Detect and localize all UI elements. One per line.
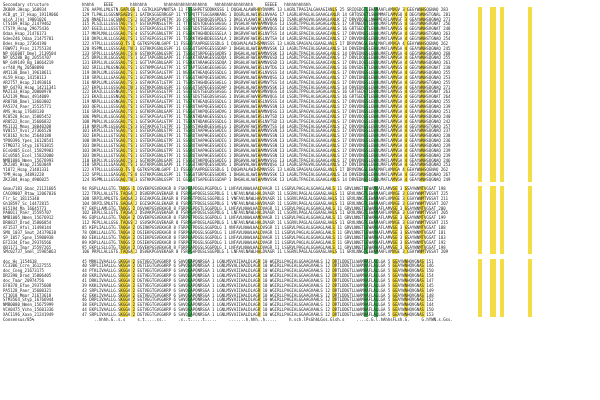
sequence-name: VV0157_Vvul_27366528 bbox=[3, 128, 52, 134]
sequence-name: OB1171_Tmar_15597265 bbox=[3, 244, 52, 250]
sequence-name: CAC09007_Rtaw_12067036 bbox=[3, 191, 56, 197]
sequence-residues: 89 KDPLLALLGTG.TAQGS 2 DSIEKPGSVEKAGR 8 FSRPGTPDGSLSGGPDLG 1 LNFAVLNAWLHALDVAGR 11 LSGRVLPAGLALGGAAGLAHLS 11 GRVLNNGTLEWAMAAFLAMVGE 3 GSAYWNMTVGSAT 192 bbox=[82, 239, 446, 245]
sequence-residues: 107 EGEILLLLGSSTAQ.TS 1 GSTEKPGSSLGTPF 11 SSSTGDSTSEGDSSASGG 1 DVGHLAFAWVHSMNVQGS 14 LSGRLTPPGLALGAGAGLANLS 16 GRTSEDGTLEWALMAFLAMVGS 4 GEGYWNHSVGNAT 248 bbox=[82, 26, 451, 32]
sequence-residues: 39 KKKLIVAALLG.SKGGA 2 EGTVEGTGVGGKRP 6 SAVQGAPQNRSGA 1 LGNLMSVAIIHALDLAGR 10 WGIRLLPAGIALGGAAGVAHLS 12 DRTLDDGTLLWAMAAFLALLGA 5 GEAYWNHQVGNAS 145 bbox=[82, 282, 434, 288]
sequence-name: RC0528_Rcon_15805452 bbox=[3, 113, 52, 119]
sequence-residues: 119 DKPLLMLLGSGGAQ.TS 1 GSTSKPGSALGTPF 11 NSSSKTHEAQGESSSDLG 1 DRGHVAFAWIHSLNVSSS 14 LAGRLTPAGIALGGAAGIANLS 17 DRVVDNGSLEWALMAFLAMVGA 4 GEGYWNHSQGNAQ 255 bbox=[82, 70, 451, 76]
sequence-name: PA0011_Paer_15595707 bbox=[3, 210, 52, 216]
sequence-residues: 103 DKPLLLLLGTSGAQ.TS 1 GSTEKPGSNLGTPF 11 SSSRQTAAPHGESSADIG 1 DRGHVALAWIHAMNVSSN 13 LAGRLTPAGIALGGAAGLANLS 17 DRVVDNGSLEWALMAFLAMVGA 4 GEAYWNHSQGNAQ 239 bbox=[82, 142, 451, 148]
sequence-residues: 102 EKPLLLLLGTSGAQ.TS 1 GSTEKPGSNLGTPF 11 TSSRQTAAPHGESSADIG 1 DRGHVALAWIHAMNVSSN 13 LAGRLTPAGIALGGAAGLANLS 17 DRVVDNGSLEWALMAFLAMVGA 4 GEAYWNHSQGNAQ 238 bbox=[82, 133, 451, 139]
sequence-residues: 97 EKPLLAMLGTG.TAQGS 2 DSVAKPGSVEKAGR 8 FSRPGSPDGTLSGGPDLG 1 LNFAVLNAWLHAIDVAGR 11 LSGRVLPAGLALGGAAGLAHLS 11 GRVLNNGTLEWAMAAFLAMVGE 3 GSAYWNMTVGSAT 200 bbox=[82, 205, 446, 211]
sequence-name: doc_Cneg_21673175 bbox=[3, 268, 44, 274]
sequence-name: VCA0475_Vcho_15601336 bbox=[3, 307, 54, 313]
sequence-name: SMU_1037_Smut_24379638 bbox=[3, 229, 56, 235]
sequence-residues: 46 DRPLIVAALLG.SKGGA 2 EGTVEGTGVGGKRP 6 SAVQGAPQNRSGA 1 LGNLMSVAIIHALDLAGR 10 WGIRLLPAGIALGGAAGVAHLS 12 DRTLDDGTLLWAMAAFLALLGA 5 GEAYWNHQVGNAS 152 bbox=[82, 297, 434, 303]
sequence-name: Gmau7183_Gbac_21121605 bbox=[3, 186, 56, 192]
sequence-residues: 122 EKAILLLLGSNGAQ.TS 1 GSTEKPGSSLGTPF 11 SSSTGDSTSEGDSSASGG 1 DVGHLAFAWVHSMNVQGS 14 LSGRLTPPGLALGAGAGLANLS 16 GRTSEDGTLEWALMAFLAMVGS 4 GEGYWNHSVGNAT 263 bbox=[82, 89, 451, 95]
sequence-name: PA5128_Paer_15600321 bbox=[3, 287, 52, 293]
sequence-name: AMS_Hsap_17648130 bbox=[3, 108, 44, 114]
sequence-name: CTS169_Hsap_21479462 bbox=[3, 21, 52, 27]
sequence-name: NP_05288_Bg_20554707 bbox=[3, 55, 52, 61]
sequence-name: Gdee246_Odaa_21475701 bbox=[3, 36, 54, 42]
sequence-residues: 44 PTKLIVAALLG.SKGGA 2 EGTVEGTGVGGKRP 6 SAVQGAPQNRSGA 1 LGNLMSVAIIHALDLAGR 10 WGIRLLPAGIALGGAAGVAHLS 12 DRTLDDGTLLWAMAAFLALLGA 5 GEAYWNHQVGNAS 150 bbox=[82, 268, 434, 274]
sequence-residues: 103 DKPLLLLLGTSGAQ.TS 1 GSTEKPGSNLGTPF 11 SSSRQTAAPHGESSADIG 1 DRGHVALAWIHAMNVSSN 13 LAGRLTPAGIALGGAAGLANLS 17 DRVVDNGSLEWALMAFLAMVGA 4 GEAYWNHSQGNAQ 239 bbox=[82, 147, 451, 153]
sequence-name: CT1018_Mmar_21673618 bbox=[3, 292, 52, 298]
sequence-name: SP_1057_Spne_15900938 bbox=[3, 234, 54, 240]
sequence-name: AL59_Hsap_14150113 bbox=[3, 74, 47, 80]
sequence-residues: 42 EKKLIVAALLG.SKGGA 2 EGTVEGTGVGGKRP 6 SAVQGAPQNRSGA 1 LGNLMSVAIIHALDLAGR 10 WGIRLLPAGIALGGAAGVAHLS 12 DRTLDDGTLLWAMAAFLALLGA 5 GEAYWNHQVGNAS 148 bbox=[82, 292, 434, 298]
sequence-residues: 101 EKPLLLLLGTSGAQ.TS 1 GSTEKPGSNLGTPF 11 TSSRQTAAPHGESSADIG 1 DRGHVALAWIHAMNVSSN 13 LAGRLTPAGIALGGAAGLANLS 17 DRVVDNGSLEWALMAFLAMVGA 4 GEAYWNHSQGNAQ 237 bbox=[82, 128, 451, 134]
sequence-name: YPO0396_Ypes_16120541 bbox=[3, 138, 54, 144]
sequence-residues: 124 RSPMLLLLGSSGAQ.TN 3 GSTKKPGSNLGSPF 11 GSSGQTSAPEGESSSDAP 1 DHGHLALAWIHAMNVSSK 13 LAGRLTPAGIALGGAAGLANLS 14 DRVEDNGSLEWALMAFLAMVGA 4 GEAYWNHSQGNAQ 249 bbox=[82, 176, 451, 182]
sequence-name: CC3306_Ccre_16127555 bbox=[3, 263, 52, 269]
sequence-name: ECs0505_Ecol_15832000 bbox=[3, 152, 54, 158]
sequence-name: ZK2304_Hsap_4906025 bbox=[3, 176, 49, 182]
sequence-residues: 44 EKPLIVAALLG.SKGGA 2 EGTVEGTGVGGKRP 6 SAVQGAPQNRSGA 1 LGNLMSVAIIHALDLAGR 10 WGIRLLPAGIALGGAAGVAHLS 12 DRTLDDGTLLWAMAAFLALLGA 5 GEAYWNHQVGNAS 150 bbox=[82, 307, 434, 313]
sequence-residues: 120 RSPMLLLLGSSGAQ.TN 3 GSTKKPGSNLGSPF 11 GSSGQTSAPEGESSSDAP 1 DHGHLALAWIHAMNVSSK 13 LAGRLTPAGIALGGAAGLANLS 14 DRVEDNGSLEWALMAFLAMVGA 4 GEAYWNHSQGNAQ 245 bbox=[82, 45, 451, 51]
sequence-residues: 122 TRPLLALLGTG.TAQGA 2 DSVERPGSVEKAGR 8 FSRPGAPDGSLSGGPDLG 1 LNFAVLNAWLHALDVAGR 11 LSGRVLPAGLALGGAAGLAHLS 11 GRVLNNGTLEWAMAAFLAMVGE 3 GSAYWNMTVGSAT 225 bbox=[82, 191, 449, 197]
sequence-name: PA5374_Paer_15535771 bbox=[3, 104, 52, 110]
sequence-residues: 78 QDKLLALLGTG.TAQGA 2 DSIEKPGSVEKAGR 8 FSRPGAPDGSLSGGPDLG 1 LNFAVLNAWLHALDVAGR 11 LSGRVLPAGLALGGAAGLAHLS 11 GRVLNNGTLEWAMAAFLAMVGE 3 GSAYWNMTVGSAT 181 bbox=[82, 229, 446, 235]
sequence-residues: 117 MKPLMALLLGSGAQ.TS 4 GSTSGPGSNLGTPF 11 FSSRKTHGHDDEGSSELA 1 DKGRVAFAWIHSLNVTSS 14 LAGRLSPAGIALGGAAGIANLS 17 DRVVDNGSLEWALMAFLAMVGA 4 GEGYWNHSTGNAQ 263 bbox=[82, 31, 451, 37]
sequence-name: doc_Hs_1154618 bbox=[3, 258, 37, 264]
sequence-name: NP_016087_Dmel_2139504 bbox=[3, 50, 56, 56]
sequence-residues: 100 DKPLLLLLGTSGAQ.TS 1 GSTEKPGSNLGTPF 11 SSSRQTAAPHGESSADIG 1 DRGHVALAWIHAMNVSSN 13 LAGRLTPAGIALGGAAGLANLS 17 DRVVDNGSLEWALMAFLAMVGA 4 GEAYWNHSQGNAQ 236 bbox=[82, 138, 451, 144]
sequence-residues: 102 SRILLLMLGSNGAQ.TS 1 GSTKMPGSALGTPF 11 STTAPTSGSKGEGSAEGG 1 DRGHVALAWIHSLNVTDG 13 LAGRLTPAGVALGGGAGIANLS 16 DRVSDEGTLEWALMAFLAMVGS 4 GEGYWNHSVGNAT 238 bbox=[82, 65, 451, 71]
sequence-residues: 96 EQPLLALLGTG.TAQGA 2 DSVEKPGSVEKAGR 8 FSRPGTPDGSLSGGPDLG 1 LNFAVLNAWLHAMDVAGR 11 LSGRVLPAGLALGGAAGLAHLS 11 GRVLNNGTLEWAMAAFLAMVGE 3 GSAYWNMTVGSAT 199 bbox=[82, 215, 446, 221]
sequence-residues: 103 DKPLLLLLGTSGAQ.TS 1 GSTEKPGSNLGTPF 11 SSSRQTAAPHGESSADIG 1 DRGHVALAWIHAMNVSSN 13 LAGRLTPAGIALGGAAGLANLS 17 DRVVDNGSLEWALMAFLAMVGA 4 GEAYWNHSQGNAQ 239 bbox=[82, 152, 451, 158]
sequence-residues: 43 SRPLIVAALLG.SKGGA 2 EGTVEGTGVGGKRP 6 SAVQGAPQNRSGA 1 LGNLMSVAIIHALDLAGR 10 WGIRLLPAGIALGGAAGVAHLS 12 DRTLDDGTLLWAMAAFLALLGA 5 GEAYWNHQVGNAS 149 bbox=[82, 287, 434, 293]
sequence-name: EF2334_Efae_29376566 bbox=[3, 239, 52, 245]
sequence-name: DR0837_Drad_15806854 bbox=[3, 220, 52, 226]
sequence-row bbox=[0, 249, 600, 254]
sequence-name: ZK2305_Hsap_21503049 bbox=[3, 162, 52, 168]
sequence-name: EF0378_Efae_29375608 bbox=[3, 282, 52, 288]
sequence-residues: 112 PEPLLALLGSG.TAQGS 2 GSVSKPGSVEKAGR 8 FSRPGAPDGSLAGGPDLG 1 LNFAVLNAWLHALDVAGR 11 LSGRVLPAGLALGGAAGLAHLS 11 GRVLNNGTLEWAMAAFLAMVGE 3 GSAYWNMTVGSAT 215 bbox=[82, 220, 449, 226]
sequence-residues: 110 EKPLLVLLGSSGAQ.TS 1 GGTKRPGSNLGAPF 11 FSSGQTAKPQGESSADIG 1 DRGHVALAWIHAMNVSSG 13 LAGRLTPAGIALGGAAGLANLS 17 DRVVDNGSLEWALMAFLAMVGA 4 GEAYWNHSQGNAQ 246 bbox=[82, 157, 451, 163]
sequence-name: Secondary structure bbox=[3, 2, 49, 7]
sequence-residues: 125 DRPLLVLLGGSSAQ.TS 1 GGTTAPGSNLGAPF 11 FSSKKTARAHGESSSDQA 1 DRGHLAFAWIHAMNVGSD 13 LAGRLTPSGIALGGAAGIANLS 17 DRVLDQGSLEWALMAFLAMVGA 4 GEAYWNHSQGNAQ 255 bbox=[82, 55, 451, 61]
sequence-name: mlcA_Jjmj_19801026 bbox=[3, 16, 47, 22]
sequence-name: YPM_Hsap_34893228 bbox=[3, 172, 44, 178]
sequence-name: ECs0405_Ecol_15829983 bbox=[3, 147, 54, 153]
sequence-residues: 41 DRKLIVAALLG.SKGGA 2 DGTVEGTGVGGKRP 6 SAVQGAPQNRSGA 1 LGNLMSVAIIHALDLAGR 10 WGIRLLPAGIALGGAAGVAHLS 12 DRTLDDGTLLWAMAAFLALLGA 5 GEAYWNHQVGNAS 147 bbox=[82, 278, 434, 284]
sequence-residues: 108 PNPLLVLLGGSGAQ.TS 1 GGTSKPGSALGTPF 11 TSSKNTHDAKGESSSDLG 1 DRGHLALAWIHSLNVTSD 13 LAGRLTPSGIALGGAAGIANLS 17 DRVVDQGSLEWALMAFLAMVGA 4 GEAYWNHSQGNAQ 242 bbox=[82, 118, 451, 124]
sequence-residues: 80 EEKLLALLGTG.TAQGA 2 DSIEKPGSVEKAGR 8 FSRPGAPDGSLSGGPDLG 1 LNFAVLNAWLHALDVAGR 11 LSGRVLPAGLALGGAAGLAHLS 11 GRVLNNGTLEWAMAAFLAMVGE 3 GSAYWNMTVGSAT 183 bbox=[82, 234, 446, 240]
sequence-name: AF1537_Afal_11498144 bbox=[3, 225, 52, 231]
sequence-residues: 118 NRPLLMLLGSGGAQ.TS 3 GSTAKPGSTLGTPF 11 TSSRSTHGHDGESSAELG 1 DRGRVAFAWIHSMNVTSS 14 LAGRLTPAGIALGGAAGIANLS 17 DRVVDNGSLEWALMAFLAMVGA 4 GEGYWNHSTGNAQ 257 bbox=[82, 123, 451, 129]
sequence-residues: 122 ATPLLLLLGSGGQ.TS 1 GGTKSPGSNLGAPF 11 FSSGQTAAPRGESSSDLG 1 DQGHVALAWIHSMNVSSS 13 LAGRLSPAGVALGGAAGLANLS 17 DRVVDNGSLEWALMAFLAMVGA 4 GEAYWNHSQGNAQ 262 bbox=[82, 167, 449, 173]
sequence-name: AR0522_Rcon_15606832 bbox=[3, 118, 52, 124]
sequence-residues: 115 PLSILLLLGSSTAQ.TS 7 GSTEKPRNSLGTPF 11 TTNTGDSTQEGESSAEGG 1 DVGHLAFAWVHAMNVQGS 13 LSGRLTPPGLALGAGAGLANLS 17 GRTNEDGTLEWALMAFLAMVGS 4 GEGYWNHSVGNAT 256 bbox=[82, 21, 451, 27]
sequence-residues: 47 SRPLIVAALLG.SKGGA 2 DGTVEGTGVGGKRP 6 SAVQGAPQNRSGA 1 LGNLMSVAIIHALDLAGR 10 WGIRLLPAGIALGGAAGVAHLS 12 DRTLDDGTLLWAMAAFLALLGA 5 GEAYWNHQVGNAS 153 bbox=[82, 312, 434, 318]
sequence-name: Flr_Sc_18115340 bbox=[3, 195, 40, 201]
sequence-name: NP_649149_Bg_10664219 bbox=[3, 60, 54, 66]
sequence-name: NMB0080_Nmen_15675999 bbox=[3, 302, 54, 308]
sequence-residues: 118 DKPLLALLLGSGAQ.TS 1 GSTAEPGSSLGTPF 11 TSSRKTHSHDDEGSSALA 1 DKGRVAFAWIHSLNVTSA 14 LAGRLSPAGIALGGAAGIANLS 17 DRVVDNGSLEWALMAFLAMVGA 4 GEGYWNHSTGNAQ 254 bbox=[82, 36, 451, 42]
sequence-residues: 106 PRPLLALLGTG.TAQGA 2 DSVEKPGSVEKAGR 8 FSRPGAPDGSLSGGPDLG 1 LNFAVLNAWLHALDVAGR 11 LSGRVLPAGLALGGAAGLAHLS 11 GRVLNNGTLEWAMAAFLAMVGE 3 GSAYWNMTVGSAT 209 bbox=[82, 249, 449, 255]
sequence-residues: 103 QEPLLLLLGSSGAQ.TS 1 GSTEKPGSNLGTPF 11 FSSRQTAAPQGESSADIG 1 DRGHVALAWIHAMNVSSN 13 LAGRLTPAGIALGGAAGLANLS 17 DRVVDNGSLEWALMAFLAMVGA 4 GEAYWNHSQGNAQ 239 bbox=[82, 104, 451, 110]
sequence-residues: 94 RGPLLALLGTG.TAQGG 1 DSVEKPGSVEKAGR 8 FSKPGAPDGGLPGGPDLG 1 LNFAVLNAWLHALDVAGR 11 LSGRVLPAGLALGGAAGLAHLS 11 GRVLNNGTLEWAMAAFLAMVGE 3 GSAYWNMTVGSAT 198 bbox=[82, 186, 446, 192]
sequence-name: XAC1196_Xaxo_21241949 bbox=[3, 312, 54, 318]
sequence-name: FBW971_Psos_21755334 bbox=[3, 45, 52, 51]
sequence-name: EA2139_Mmus_4914009 bbox=[3, 94, 49, 100]
sequence-residues: 118 SRPLLLLLGASGAQ.TS 1 GGTKRPGSNLGAPF 11 FSSGQTAKPQGESSADVG 1 DRGHVALAWIHAMNVQSG 13 LAGRLSPAGVALGGAAGLANLS 17 DRVIDNGSLEWALMAFLAMVGA 4 GEAYWNHSQGNAQ 253 bbox=[82, 162, 451, 168]
sequence-residues: 45 MRKLIVAALLG.SKGGA 2 EGTVEGTGVGGKRP 6 SAVQGAPQNRSGA 1 LGNLMSVAIIHALDLAGR 10 WGIRLLPAGIALGGAAGVAHLS 12 DRTLDDGTLLWAMAAFLALLGA 5 GEAYWNHQVGNAS 151 bbox=[82, 258, 434, 264]
sequence-name: AR2757_Hsap_21493016 bbox=[3, 79, 52, 85]
sequence-name: Y1072_Hsap_21481331 bbox=[3, 167, 49, 173]
sequence-name: NP_64793_Hsap_14211341 bbox=[3, 84, 56, 90]
sequence-name: ZK809.3Hsap_168934 bbox=[3, 6, 47, 12]
sequence-name: NMB1086_Nmen_15676993 bbox=[3, 157, 54, 163]
sequence-residues: 40 SRPLIIAALLG.SKGGA 2 DGTIEGTGVGGKRP 6 SPVQGAPQNRSGA 1 LGNLMSVALIHAIDLAGR 10 WGIRLLPAGIALGGAAGVAHLS 12 DRTLDDGTLLWAMAAFLALLGA 5 GEAYWNHQVGNAS 146 bbox=[82, 263, 434, 269]
sequence-residues: 131 ERPLLVLLGGSSAQ.TS 1 GGTTAPGSNLGAPF 11 FSSKKTARAHGESSSDQA 1 DRGHLAFAWIHAMNVGSD 13 LAGRLTPSGIALGGAAGIANLS 17 DRVLDQGSLEWALMAFLAMVGA 4 GEAYWNHSQGNAQ 261 bbox=[82, 60, 451, 66]
sequence-name: NMB1005_Nmen_15676912 bbox=[3, 215, 54, 221]
sequence-row bbox=[0, 177, 600, 182]
sequence-residues: hhhhh EEEE hhhhhhh hhhhhhhhhhhhhhhhhh hhhhhhhhhhhhhhhh EEEEE hhhhhhhhhhh bbox=[82, 2, 311, 7]
sequence-residues: 48 EKRLIVAALLG.SRGGA 2 EGTVEGTGVGGKRP 6 SAVQGAPQNRSGA 1 LGNLMSVAIIHALDLAGR 10 WGIRLLPAGIALGGAAGVAHLS 12 DRTLDDGTLLWAMAAFLALLGA 5 GEAYWNHQVGNAS 154 bbox=[82, 273, 434, 279]
sequence-residues: 38 EKPLIVAALLG.SKGGA 2 EGTVEGTGVGGKRP 6 SAVQGAPQNRSGA 1 LGNLMSVAIIHALDLAGR 10 WGIRLLPAGIALGGAAGVAHLS 12 DRTLDDGTLLWAMAAFLALLGA 5 GEAYWNHQVGNAS 144 bbox=[82, 302, 434, 308]
sequence-residues: 95 EKPLLSLLGTG.TAQGA 2 DSVEKPGSVEKAGR 8 FSRPGAPDGSLSGGPDLG 1 LNFAVLNAWLHALDVAGR 11 LSGRVLPAGLALGGAAGLAHLS 11 GRVLNNGTLEWAMAAFLAMVGE 3 GSAYWNMTVGSAT 198 bbox=[82, 244, 446, 250]
sequence-name: Consensus/85% bbox=[3, 316, 35, 322]
sequence-residues: 102 ERPLLSLLGTG.TAQGA 2 DSVAKPGSVEKAGR 8 FSRPGAPDGSLSGGPDLG 1 LNFAVLNAWLHALDVAGR 11 LSGRVLPAGLALGGAAGLAHLS 11 GRVLNNGTLEWAMAAFLAMVGE 3 GSAYWNMTVGSAT 205 bbox=[82, 210, 449, 216]
sequence-name: STM3564_Styp_16766944 bbox=[3, 297, 54, 303]
sequence-name: DR2390_Drad_15806405 bbox=[3, 273, 52, 279]
sequence-name: STM0373_Styp_16763815 bbox=[3, 142, 54, 148]
consensus-row bbox=[0, 317, 600, 322]
sequence-residues: ..hhhh.G..s.s s.t.....ss.. .s..t.....t..... .......h.hhh..h..... h.sch.lPsGhhLGss.Glsh.s ....c.G.l.hAhhsFLsh.G. G.hYWN.s.Gss. bbox=[82, 316, 453, 322]
sequence-name: AR0768_Dmel_13603002 bbox=[3, 99, 52, 105]
sequence-residues: 133 SPPLLLLLGASGAQ.TS 8 GSTKKPGSNLGSPF 11 TSSGQTSRPEGESSADRS 1 DHGHLALAWIHAMNVSSK 13 LAGRLTPAGIALGGAAGLANLS 14 DRVEDNGSLEWALMAFLAMVGA 4 GEGYWNHSQGNAQ 268 bbox=[82, 50, 451, 56]
sequence-residues: 116 SRPLLLLLGASGAQ.TS 1 GGTKRPGSNLGAPF 11 FSSGQTAKPQGESSADVG 1 DRGHVALAWIHAMNVQSG 13 LAGRLSPAGVALGGAAGLANLS 17 DRVIDNGSLEWALMAFLAMVGA 4 GEAYWNHSQGNAQ 251 bbox=[82, 108, 451, 114]
sequence-name: CTS79_Hsap_29675436 bbox=[3, 26, 49, 32]
sequence-residues: 108 SRPILAMLGTG.SAQGA 2 EGIAKPGSLEKAGR 8 FSRPGTPDGSLSGGPDLG 1 VNFAVLNAWLHAVDVAGR 11 LSGRVLPAGLALGGAAGLAHLS 11 GRVLNNGTLEWAMAAFLAMVGE 3 GSAYWNMTVGSAT 211 bbox=[82, 195, 449, 201]
sequence-residues: 132 SPPLLLLLGASGAQ.TS 8 GSTKKPGSNLGSPF 11 TSSGQTSRPEGESSADRS 1 DHGHLALAWIHAMNVSSK 13 LAGRLTPAGIALGGAAGLANLS 14 DRVEDNGSLEWALMAFLAMVGA 4 GEGYWNHSQGNAQ 267 bbox=[82, 172, 451, 178]
sequence-residues: 123 EKAILLLLGSNGAQ.TS 1 GSTEKPGSSLGTPF 11 SSSTGDSTSEGDSSASGG 1 DVGHLAFAWVHSMNVQGS 14 LSGRLTPPGLALGAGAGLANLS 16 GRTSEDGTLEWALMAFLAMVGS 4 GEGYWNHSVGNAT 264 bbox=[82, 94, 451, 100]
sequence-residues: 137 EKPLLLLLGSSGAQ.TN 1 GSTKKPGSNLGSPF 11 GSSGQTSAPEGESSSDAP 1 DHGHLALAWIHAMNVSSK 13 LAGRLTPAGIALGGAAGLANLS 14 DRVEDNGSLEWALMAFLAMVGA 4 GEAYWNHSQGNAQ 271 bbox=[82, 84, 451, 90]
sequence-residues: 106 PNPLLVLLGGSGAQ.TS 1 GGTSKPGSALGTPF 11 TSSKNTHDAKGESSSDLG 1 DRGHLALAWIHSLNVTSD 13 LAGRLTPSGIALGGAAGIANLS 17 DRVVDQGSLEWALMAFLAMVGA 4 GEAYWNHSQGNAQ 240 bbox=[82, 113, 451, 119]
sequence-residues: 85 KEPLIALLGTG.TAQGA 2 DSIRKPGSVEKAGR 8 FSRPGTPDGSLSGGPDLG 1 VNFAVLNAWLHALDVSGR 11 LSGRVLPAGLALGGAAGLAHLS 11 GRVLNNGTLEWAMAAFLAMVGE 3 GSAYWNMTVGSAT 188 bbox=[82, 225, 446, 231]
sequence-name: H15194_Ma_16645773 bbox=[3, 205, 47, 211]
sequence-residues: 129 TLPHLLLGGSNRSAEDS 1 GATDKSGSERRGGP 11 YTSPQTFTSGGSANKARG 1 DQGRLALAWIHSLNVAAG 17 LAGRLAPAGLALGAAAGLANLR 14 GRTQSDGTLSWAMMAFLAMVGQ 4 DEGYWNHSTGNAL 281 bbox=[82, 11, 451, 17]
sequence-residues: 116 NRPLLMLLGSGGAQ.TS 3 GSTAKPGSTLGTPF 11 TSSRSTHGHDGESSAELG 1 DRGRVAFAWIHSMNVTSS 14 LAGRLTPAGIALGGAAGIANLS 17 DRVVDNGSLEWALMAFLAMVGA 4 GEGYWNHSTGNAQ 255 bbox=[82, 79, 451, 85]
sequence-name: Gh18597_Sc_14472815 bbox=[3, 200, 49, 206]
sequence-name: doc_Tmar_20974756 bbox=[3, 278, 44, 284]
sequence-name: SMc02737_Smel_15965063 bbox=[3, 249, 56, 255]
sequence-residues: 118 SRPLLLLLGASGAQ.TS 1 GGTKRPGSNLGAPF 11 FSSGQTAKPQGESSADVG 1 DRGHVALAWIHAMNVQSG 13 LAGRLSPAGVALGGAAGLANLS 17 DRVIDNGSLEWALMAFLAMVGA 4 GEAYWNHSQGNAQ 253 bbox=[82, 74, 451, 80]
sequence-name: MS1132_Mmus_18040208 bbox=[3, 123, 52, 129]
sequence-residues: 176 AAPVLLMLGTN.GAPLGS 1 GGTKLKGPVNNTSA 11 FSSSHPETSDDKKSSG 1 DQGHLALAWRHAYDVNMS 13 LAGRLTPAGIALGAAAGIANLS 25 SRIQSDGTLEHAMAAFLAMVGV 3 GEGYWNHSQGNAQ 283 bbox=[82, 6, 449, 12]
sequence-name: MA2133_Hsap_20000978 bbox=[3, 89, 52, 95]
sequence-residues: 126 RNAEILLLGCGNAQ.TS 2 GGTSKPGVSVETPF 16 FSSPQTESRDGDSSPDLS 1 DKGLVLAAWIHCLNVEAN 11 ISARLAPAGVALGAAAGLANLK 17 DRVVDQGLLNWAMIAFLAMVGF 3 GEAYWNHSQGNAQ 271 bbox=[82, 16, 451, 22]
sequence-name: VC0162_Vcho_15640188 bbox=[3, 133, 52, 139]
sequence-residues: 104 DRPILSMLGTG.SAQGA 2 EGISKPGSLEKAGR 8 FSRPGTPDGSLSGGPDLG 1 VNFAVLNAWLHAVDVAGR 11 LSGRVLPAGLALGGAAGLAHLS 11 GRVLNNGTLEWAMAAFLAMVGE 3 GSAYWNMTVGSAT 207 bbox=[82, 200, 449, 206]
sequence-residues: 119 NRPLLLLLGSNGAQ.TS 1 GSTKAPGSALGTPF 11 TSSTKTHEAQGESSSDLG 1 DRGHVAFAWIHSLNVSSS 14 LAGRLTPAGIALGGAAGIANLS 17 DRVVDNGSLEWALMAFLAMVGA 4 GEGYWNHSQGNAQ 255 bbox=[82, 99, 451, 105]
sequence-name: ACB_gt_17_Hsap_19119066 bbox=[3, 11, 59, 17]
sequence-name: Odaa_Hsap_21476173 bbox=[3, 31, 47, 37]
sequence-residues: 122 ATPLLLLLGSGGQ.TS 1 GGTKSPGSNLGAPF 11 FSSGQTAAPRGESSSDLG 1 DQGHVALAWIHSMNVSSS 13 LAGRLSPAGVALGGAAGLANLS 17 DRVVDNGSLEWALMAFLAMVGA 4 GEAYWNHSQGNAQ 262 bbox=[82, 40, 449, 46]
sequence-name: AM1138_Dmel_19618611 bbox=[3, 70, 52, 76]
sequence-name: orf48_Mg_20508890 bbox=[3, 65, 44, 71]
sequence-name: Ddes_Hsap_27364190 bbox=[3, 40, 47, 46]
